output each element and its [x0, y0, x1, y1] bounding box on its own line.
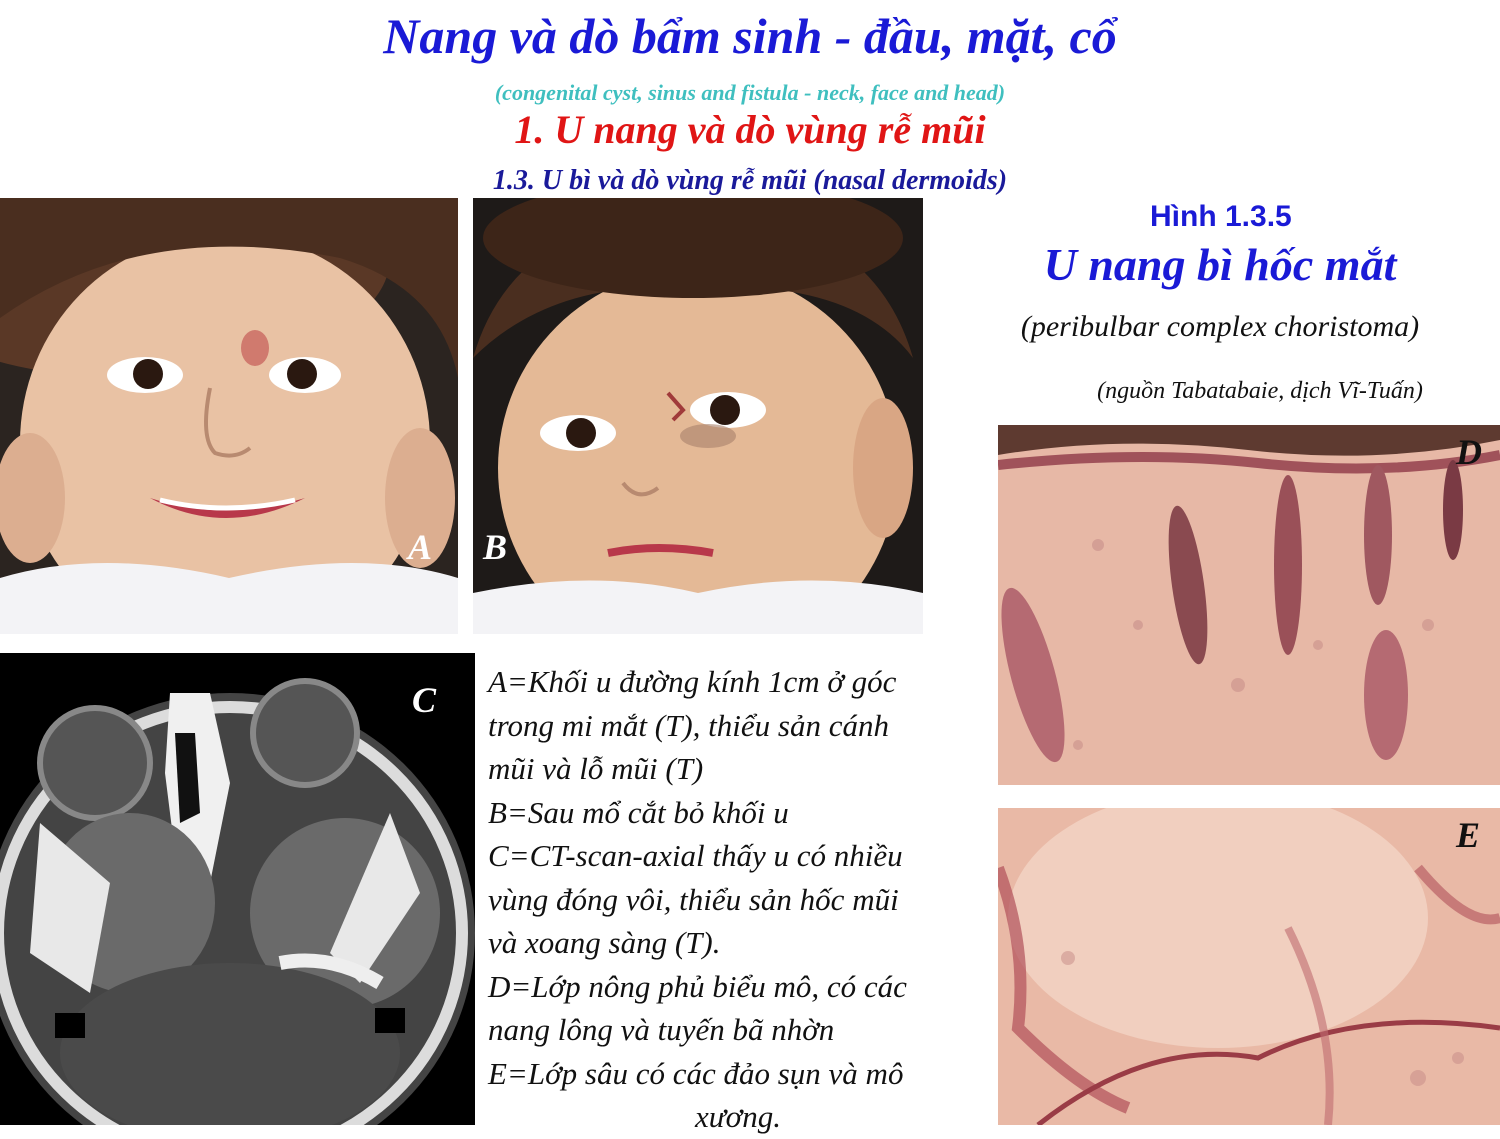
ct-scan-axial-icon — [0, 653, 475, 1125]
caption-line: mũi và lỗ mũi (T) — [488, 751, 704, 786]
histology-panel-e — [998, 808, 1500, 1125]
child-face-postop-photo-icon — [473, 198, 923, 634]
panel-letter-c: C — [412, 680, 437, 720]
caption-line: C=CT-scan-axial thấy u có nhiều — [488, 838, 903, 873]
photo-panel-a — [0, 198, 458, 634]
panel-letter-a: A — [408, 527, 433, 567]
histology-deep-icon — [998, 808, 1500, 1125]
caption-line: và xoang sàng (T). — [488, 925, 721, 960]
caption-line: B=Sau mổ cắt bỏ khối u — [488, 794, 789, 830]
caption-line: E=Lớp sâu có các đảo sụn và mô — [488, 1055, 904, 1091]
figure-caption — [488, 660, 988, 1139]
figure-label: Hình 1.3.5 — [1150, 200, 1292, 233]
caption-line: D=Lớp nông phủ biểu mô, có các — [488, 968, 907, 1004]
page-title: Nang và dò bẩm sinh - đầu, mặt, cổ — [383, 8, 1117, 64]
caption-line: nang lông và tuyến bã nhờn — [488, 1012, 835, 1047]
figure-title: U nang bì hốc mắt — [1043, 239, 1397, 290]
child-face-photo-icon — [0, 198, 458, 634]
panel-letter-d: D — [1456, 432, 1482, 472]
figure-title-english: (peribulbar complex choristoma) — [1020, 310, 1420, 343]
section-heading: 1. U nang và dò vùng rễ mũi — [514, 107, 986, 152]
figure-source: (nguồn Tabatabaie, dịch Vĩ-Tuấn) — [1097, 378, 1423, 404]
histology-superficial-icon — [998, 425, 1500, 785]
histology-panel-d — [998, 425, 1500, 785]
caption-line: vùng đóng vôi, thiểu sản hốc mũi — [488, 881, 899, 917]
panel-letter-b: B — [483, 527, 508, 567]
caption-line: A=Khối u đường kính 1cm ở góc — [488, 664, 897, 699]
panel-letter-e: E — [1456, 815, 1481, 855]
page-subtitle-english: (congenital cyst, sinus and fistula - neck, face and head) — [494, 80, 1006, 105]
subsection-heading: 1.3. U bì và dò vùng rễ mũi (nasal dermoids) — [492, 165, 1008, 196]
photo-panel-b — [473, 198, 923, 634]
caption-line: trong mi mắt (T), thiểu sản cánh — [488, 707, 889, 743]
ct-scan-panel-c — [0, 653, 475, 1125]
caption-line: xương. — [695, 1099, 781, 1134]
